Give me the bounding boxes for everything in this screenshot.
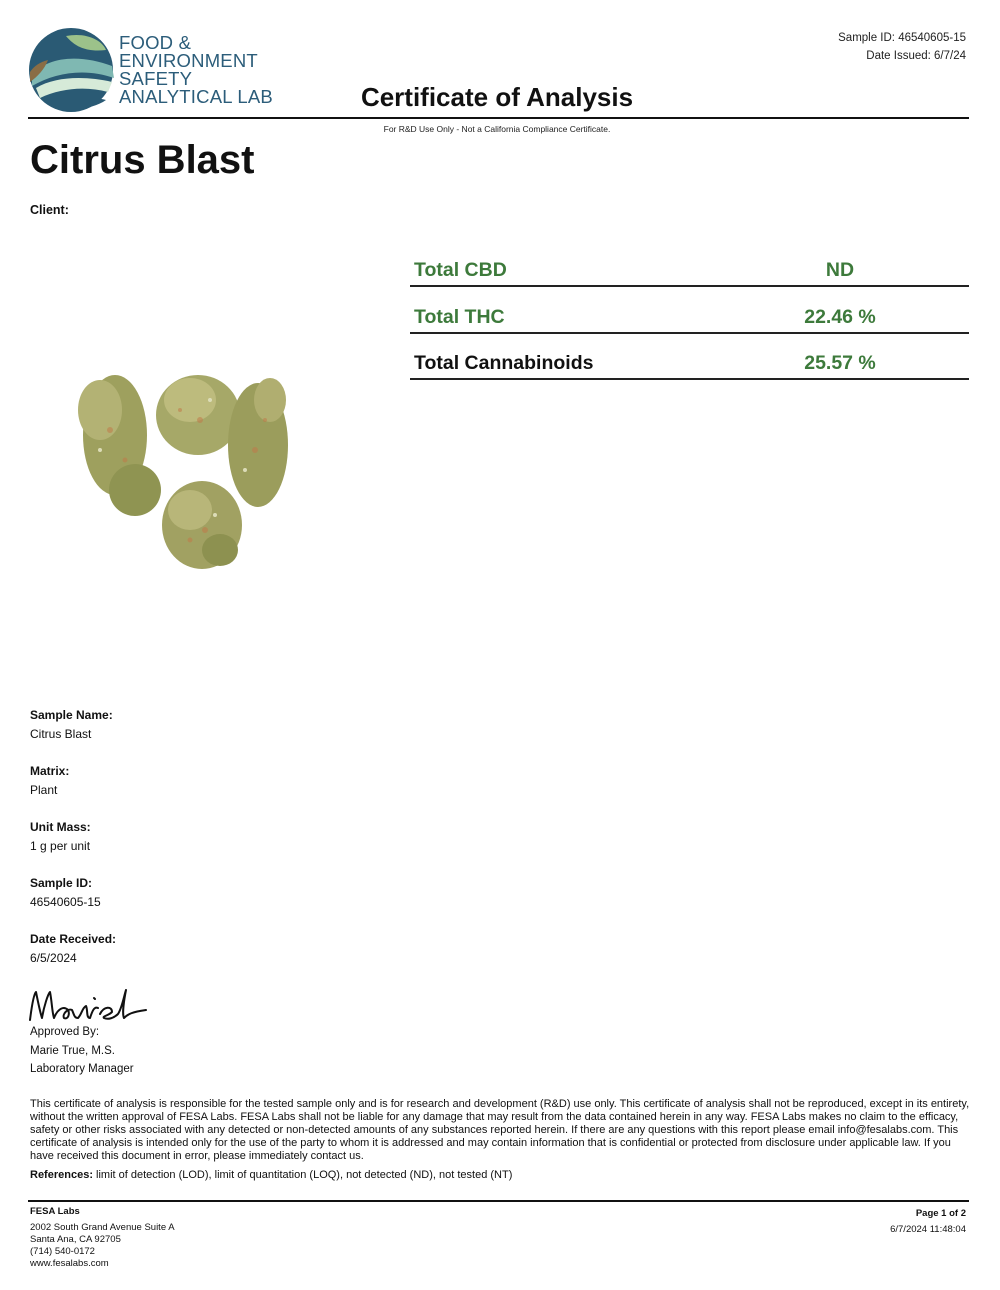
- references-label: References:: [30, 1169, 93, 1181]
- footer-address-line2: Santa Ana, CA 92705: [30, 1234, 121, 1245]
- detail-label-sample-id: Sample ID:: [30, 876, 93, 890]
- client-label: Client:: [30, 203, 69, 217]
- detail-label-date-received: Date Received:: [30, 932, 117, 946]
- footer-divider: [28, 1200, 969, 1202]
- approved-by-label: Approved By:: [30, 1026, 100, 1038]
- disclaimer-text: This certificate of analysis is responsible for the tested sample only and is for research and development (R&D) use only. This certificate of analysis shall not be reproduced, except in its entirety, without the written approval of FESA Labs. FESA Labs shall not be liable for any damage that may result from the data contained herein in any way. FESA Labs makes no claim to the efficacy, safety or other risks associated with any detected or non-detected amounts of any substances reported herein. If there are any questions with this report please email info@fesalabs.com. This certificate of analysis is intended only for the use of the party to whom it is addressed and may contain information that is confidential or protected from disclosure under applicable law. If you have received this document in error, please immediately contact us.: [30, 1098, 970, 1162]
- summary-value: 22.46 %: [804, 306, 876, 328]
- lab-name-line: FOOD &: [119, 32, 192, 53]
- detail-value-sample-id: 46540605-15: [30, 895, 101, 909]
- product-name: Citrus Blast: [30, 138, 255, 182]
- summary-row-thc: [410, 286, 969, 334]
- summary-value: ND: [825, 259, 855, 281]
- rd-use-note: For R&D Use Only - Not a California Compliance Certificate.: [383, 124, 611, 134]
- references: [30, 1169, 512, 1181]
- footer-phone: (714) 540-0172: [30, 1246, 95, 1257]
- header-divider: [28, 117, 969, 119]
- document-title: Certificate of Analysis: [360, 82, 634, 112]
- signature: [28, 984, 148, 1028]
- footer-address-line1: 2002 South Grand Avenue Suite A: [30, 1222, 175, 1233]
- footer-timestamp: 6/7/2024 11:48:04: [890, 1224, 966, 1235]
- footer-website[interactable]: www.fesalabs.com: [30, 1258, 109, 1269]
- detail-label-unit-mass: Unit Mass:: [30, 820, 91, 834]
- footer-page-info: [890, 1206, 966, 1238]
- detail-label-matrix: Matrix:: [30, 764, 70, 778]
- approver-title: Laboratory Manager: [30, 1063, 134, 1075]
- header-date-issued: Date Issued: 6/7/24: [866, 50, 966, 62]
- summary-label: Total CBD: [414, 259, 507, 281]
- summary-label: Total Cannabinoids: [414, 352, 594, 374]
- header-meta: [838, 29, 966, 65]
- detail-value-sample-name: Citrus Blast: [30, 727, 92, 741]
- header-sample-id: Sample ID: 46540605-15: [838, 32, 966, 44]
- summary-row-cannabinoids: [410, 332, 969, 380]
- detail-label-sample-name: Sample Name:: [30, 708, 113, 722]
- summary-label: Total THC: [414, 306, 505, 328]
- product-photo: [40, 340, 330, 700]
- approver-name: Marie True, M.S.: [30, 1045, 115, 1057]
- summary-value: 25.57 %: [804, 352, 876, 374]
- detail-value-date-received: 6/5/2024: [30, 951, 77, 965]
- footer-company: FESA Labs: [30, 1206, 80, 1217]
- references-text: limit of detection (LOD), limit of quantitation (LOQ), not detected (ND), not tested (NT): [92, 1169, 513, 1181]
- detail-value-unit-mass: 1 g per unit: [30, 839, 91, 853]
- footer-address: [30, 1206, 175, 1270]
- page-number: Page 1 of 2: [915, 1208, 966, 1219]
- summary-row-cbd: [410, 239, 969, 287]
- lab-name-line: ANALYTICAL LAB: [119, 86, 273, 107]
- lab-name-line: ENVIRONMENT: [119, 50, 258, 71]
- detail-value-matrix: Plant: [30, 783, 58, 797]
- lab-name-line: SAFETY: [119, 68, 193, 89]
